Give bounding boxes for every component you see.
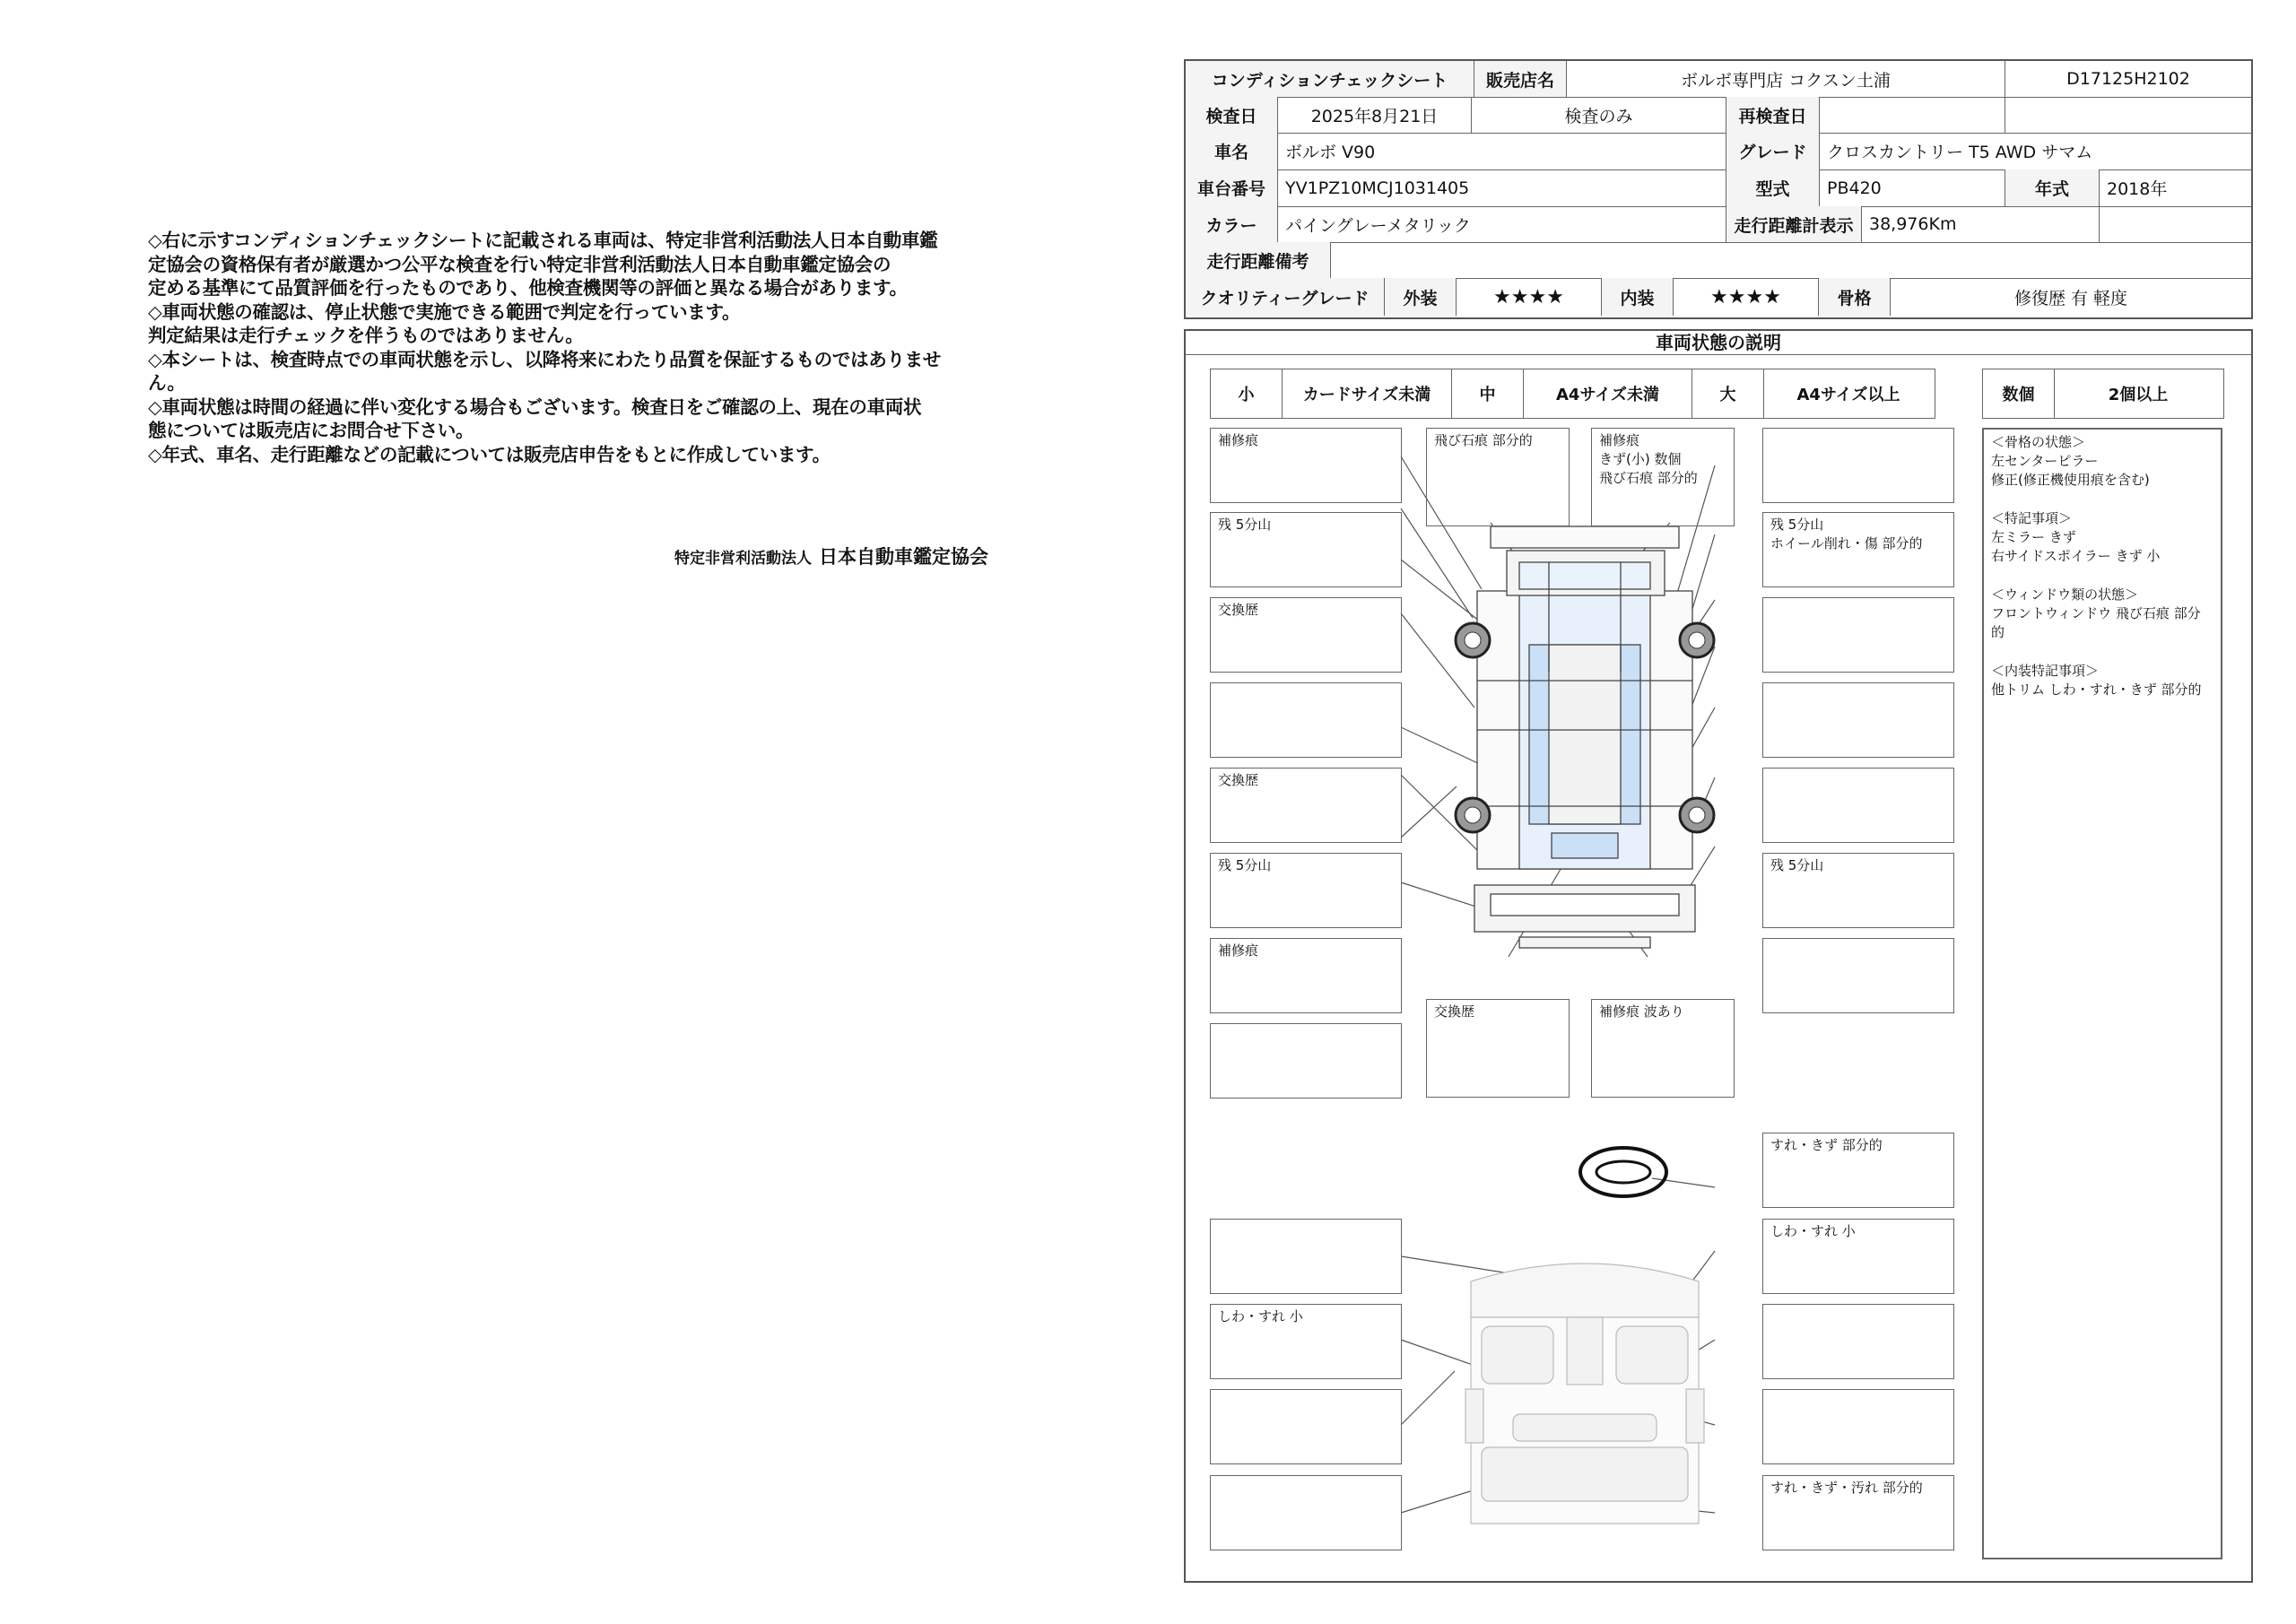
disclaimer-line: 定める基準にて品質評価を行ったものであり、他検査機関等の評価と異なる場合があります。 [148,277,908,299]
notes-heading: ＜ウィンドウ類の状態＞ [1991,586,2139,603]
legend-count: 数個 [1983,369,2055,418]
count-legend [1982,369,2224,419]
notes-heading: ＜骨格の状態＞ [1991,434,2086,450]
note-box-top-1: 飛び石痕 部分的 [1426,428,1570,526]
org-prefix: 特定非営利活動法人 [674,550,812,568]
car-name: ボルボ V90 [1278,133,1726,169]
year-value: 2018年 [2107,179,2168,199]
note-box-left-1: 補修痕 [1210,428,1402,503]
interior-label: 内装 [1602,278,1674,316]
note-box-right-6: 残 5分山 [1762,853,1954,928]
note-box-left-3: 交換歴 [1210,597,1402,673]
note-box-right-1 [1762,428,1954,503]
table-row [1186,169,2251,207]
mileage-value: 38,976Km [1862,206,2100,242]
sheet-title: コンディションチェックシート [1186,61,1474,97]
grade-value: クロスカントリー T5 AWD サマム [1827,143,2093,162]
notes-line: 左センターピラー [1991,453,2099,469]
note-box-left-7: 補修痕 [1210,938,1402,1013]
legend-large-desc: A4サイズ以上 [1796,386,1900,404]
dealer-label: 販売店名 [1474,61,1567,97]
exterior-rating: ★★★★ [1457,278,1602,316]
inspection-date: 2025年8月21日 [1278,97,1472,133]
disclaimer-line: ◇車両状態は時間の経過に伴い変化する場合もございます。検査日をご確認の上、現在の車両状 [148,395,922,418]
mileage-note-label: 走行距離備考 [1186,242,1331,278]
notes-line: フロントウィンドウ 飛び石痕 部分的 [1991,605,2201,640]
note-box-interior-left-3 [1210,1389,1402,1464]
note-box-right-3 [1762,597,1954,673]
note-box-interior-left-4 [1210,1475,1402,1550]
notes-heading: ＜内装特記事項＞ [1991,663,2100,679]
chassis-label: 車台番号 [1186,169,1278,206]
note-box-left-6: 残 5分山 [1210,853,1402,928]
table-row [1186,61,2251,98]
legend-count-desc: 2個以上 [2108,386,2169,404]
note-box-interior-right-3 [1762,1389,1954,1464]
notes-heading: ＜特記事項＞ [1991,510,2073,526]
quality-label: クオリティーグレード [1186,278,1385,316]
dealer-name: ボルボ専門店 コクスン土浦 [1567,61,2005,97]
note-box-top-2: 補修痕 きず(小) 数個 飛び石痕 部分的 [1591,428,1735,526]
notes-line: 右サイドスポイラー きず 小 [1991,548,2161,564]
grade-label: グレード [1726,133,1820,169]
disclaimer-line: 判定結果は走行チェックを伴うものではありません。 [148,325,584,346]
table-row [1186,278,2251,316]
mileage-note [1331,242,2251,278]
legend-medium: 中 [1452,369,1524,418]
note-box-interior-left-2: しわ・すれ 小 [1210,1304,1402,1379]
condition-section [1184,329,2253,1583]
section-title: 車両状態の説明 [1186,331,2251,355]
car-name-label: 車名 [1186,133,1278,169]
steering-wheel-icon [1580,1148,1666,1196]
legend-small: 小 [1211,369,1283,418]
mileage-label: 走行距離計表示 [1726,206,1862,242]
disclaimer-line: ん。 [148,372,186,394]
color-label: カラー [1186,206,1278,242]
organization-signature [674,543,988,569]
year-label: 年式 [2005,169,2100,206]
chassis-number: YV1PZ10MCJ1031405 [1278,169,1726,206]
disclaimer-text [148,229,1009,466]
disclaimer-line: 態については販売店にお問合せ下さい。 [148,420,474,441]
model-value: PB420 [1820,169,2005,206]
disclaimer-line: ◇車両状態の確認は、停止状態で実施できる範囲で判定を行っています。 [148,300,741,323]
table-row [1186,206,2251,243]
note-box-right-5 [1762,768,1954,843]
model-label: 型式 [1726,169,1820,206]
disclaimer-line: ◇本シートは、検査時点での車両状態を示し、以降将来にわたり品質を保証するものではありませ [148,348,942,370]
empty-cell [2100,206,2251,242]
notes-line: 修正(修正機使用痕を含む) [1991,472,2150,488]
note-box-right-4 [1762,682,1954,758]
note-box-bottom-1: 交換歴 [1426,999,1570,1098]
special-notes-panel [1982,428,2222,1559]
color-value: パイングレーメタリック [1278,206,1726,242]
notes-line: 他トリム しわ・すれ・きず 部分的 [1991,682,2202,698]
inspection-type: 検査のみ [1472,97,1726,133]
reinspection-label: 再検査日 [1726,97,1820,133]
vehicle-info-table [1184,59,2253,319]
note-box-interior-right-2 [1762,1304,1954,1379]
note-box-interior-left-1 [1210,1219,1402,1294]
note-box-left-8 [1210,1023,1402,1099]
legend-large: 大 [1692,369,1764,418]
notes-line: 左ミラー きず [1991,529,2076,545]
legend-small-desc: カードサイズ未満 [1283,369,1452,418]
disclaimer-line: 定協会の資格保有者が厳選かつ公平な検査を行い特定非営利活動法人日本自動車鑑定協会の [148,253,891,275]
table-row [1186,242,2251,279]
note-box-interior-right-1: しわ・すれ 小 [1762,1219,1954,1294]
note-box-steering: すれ・きず 部分的 [1762,1133,1954,1208]
sheet-id: D17125H2102 [2066,69,2190,89]
interior-rating: ★★★★ [1674,278,1819,316]
org-name: 日本自動車鑑定協会 [819,546,988,568]
note-box-left-5: 交換歴 [1210,768,1402,843]
empty-cell [2005,97,2251,133]
note-box-left-4 [1210,682,1402,758]
table-row [1186,97,2251,134]
note-box-right-7 [1762,938,1954,1013]
table-row [1186,133,2251,170]
note-box-left-2: 残 5分山 [1210,512,1402,587]
frame-value: 修復歴 有 軽度 [2013,288,2128,308]
inspection-date-label: 検査日 [1186,97,1278,133]
note-box-interior-right-4: すれ・きず・汚れ 部分的 [1762,1475,1954,1550]
legend-medium-desc: A4サイズ未満 [1524,369,1692,418]
disclaimer-line: ◇右に示すコンディションチェックシートに記載される車両は、特定非営利活動法人日本自動車鑑 [148,230,938,251]
note-box-bottom-2: 補修痕 波あり [1591,999,1735,1098]
exterior-label: 外装 [1385,278,1457,316]
disclaimer-line: ◇年式、車名、走行距離などの記載については販売店申告をもとに作成しています。 [148,443,831,465]
note-box-right-2: 残 5分山 ホイール削れ・傷 部分的 [1762,512,1954,587]
reinspection-date [1820,97,2005,133]
frame-label: 骨格 [1819,278,1891,316]
